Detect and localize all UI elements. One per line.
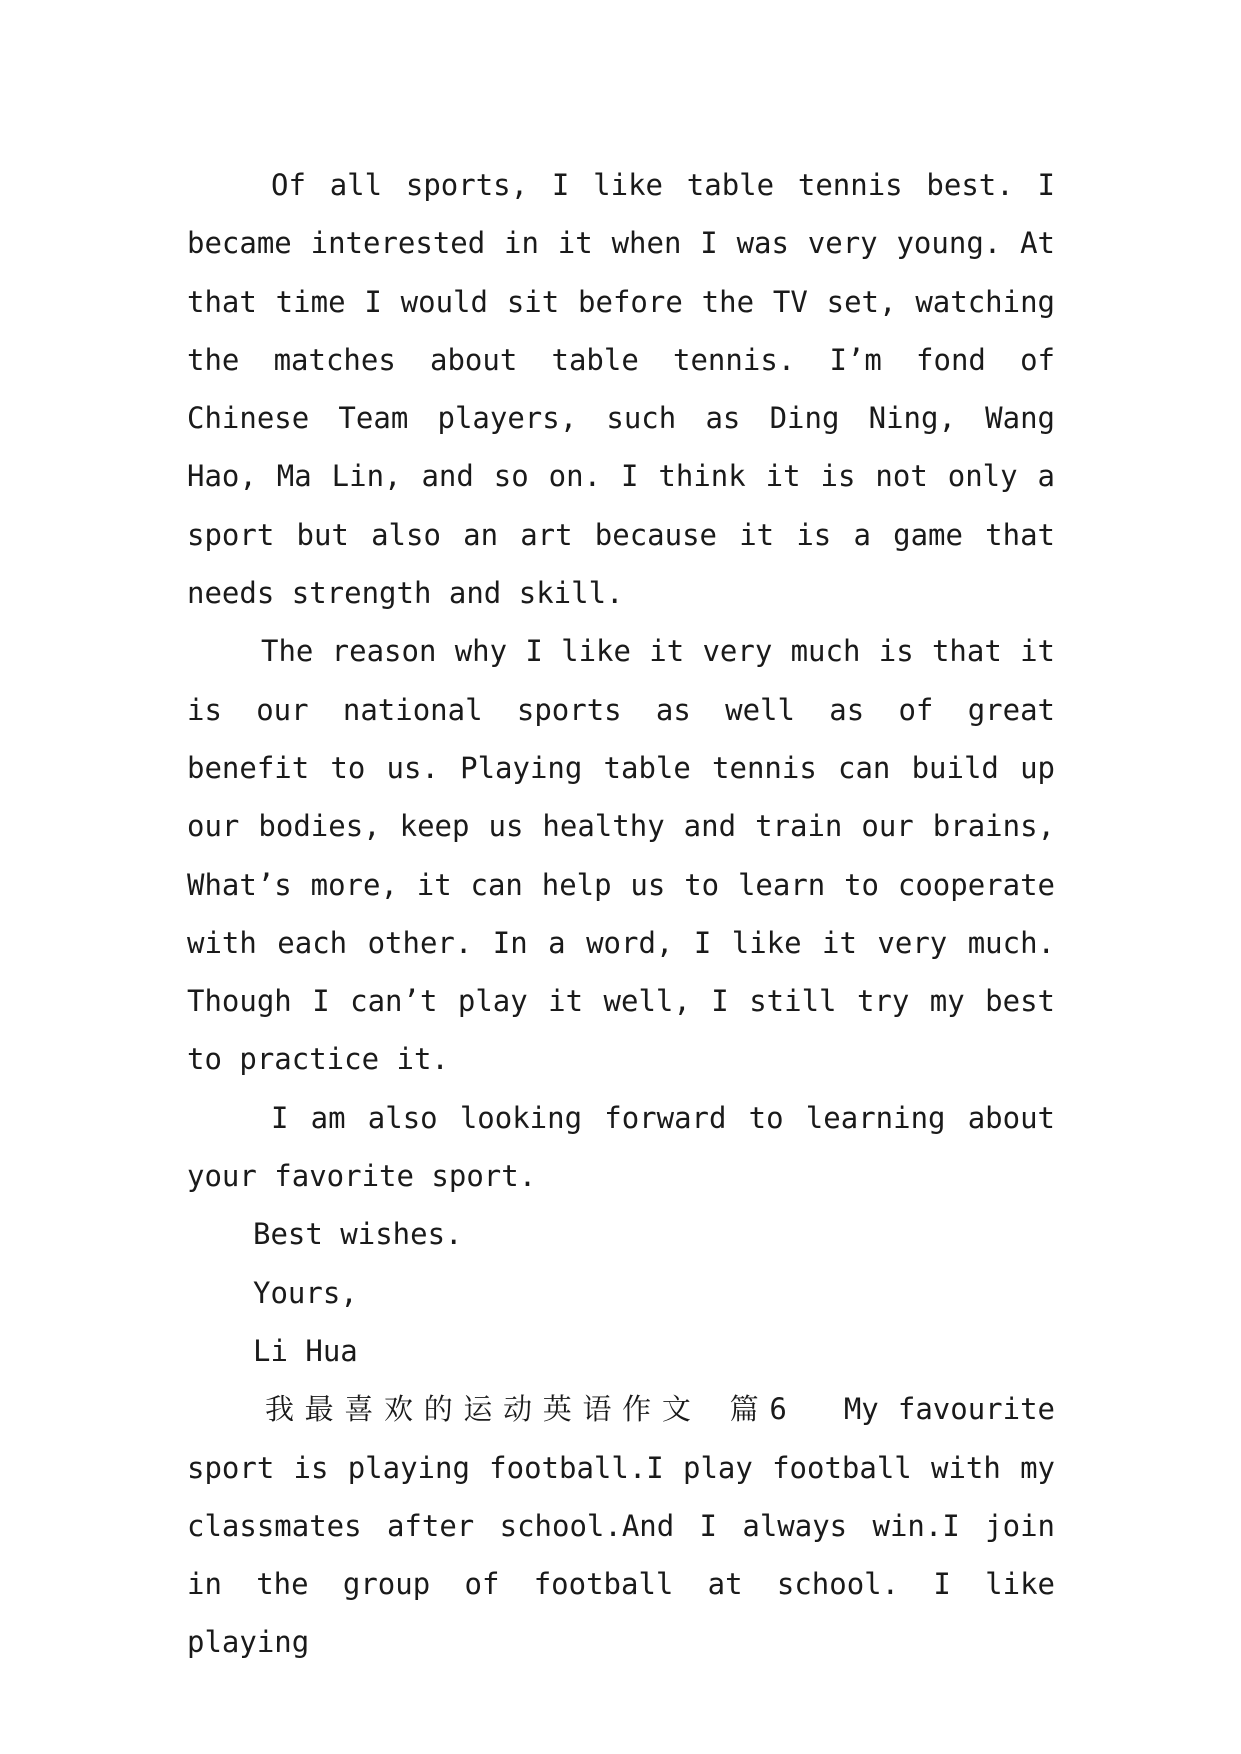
letter-signoff: Yours, (253, 1275, 358, 1310)
letter-signature: Li Hua (253, 1333, 358, 1368)
document-page (187, 156, 1055, 1672)
body-paragraph: I am also looking forward to learning about your favorite sport. (187, 1100, 1055, 1194)
body-paragraph: My favourite sport is playing football.I play football with my classmates after school.And I always win.I join in the group of football at school. I like playing (187, 1392, 1056, 1660)
section-paragraph (187, 1380, 1055, 1671)
letter-closing: Best wishes. (253, 1217, 463, 1252)
body-paragraph: Of all sports, I like table tennis best. I became interested in it when I was very young. At that time I would sit before the TV set, watching the matches about table tennis. I’m fond of Chinese Team players, such as Ding Ning, Wang Hao, Ma Lin, and so on. I think it is not only a sport but also an art because it is a game that needs strength and skill. (187, 168, 1055, 611)
body-paragraph: The reason why I like it very much is that it is our national sports as well as of great benefit to us. Playing table tennis can build up our bodies, keep us healthy and train our brains, What’s more, it can help us to learn to cooperate with each other. In a word, I like it very much. Though I can’t play it well, I still try my best to practice it. (187, 634, 1055, 1077)
section-heading: 我最喜欢的运动英语作文 篇6 (265, 1392, 796, 1427)
